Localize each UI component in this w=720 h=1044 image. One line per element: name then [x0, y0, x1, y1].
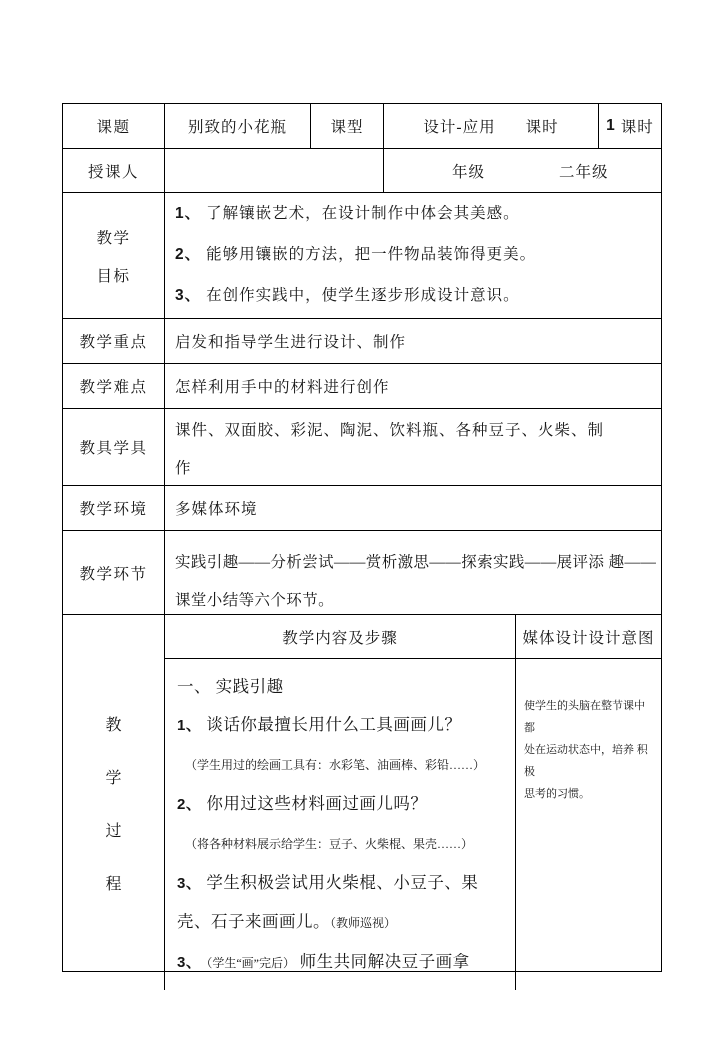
table-row — [63, 531, 661, 615]
objectives-content — [165, 193, 661, 318]
table-row — [63, 319, 661, 364]
key-point-label: 教学重点 — [63, 319, 165, 363]
period-number: 1 — [606, 117, 616, 134]
lesson-plan-table — [62, 103, 662, 972]
course-type-period-cell — [384, 104, 599, 148]
grade-cell — [384, 149, 661, 192]
objective-item: 1、 了解镶嵌艺术，在设计制作中体会其美感。 — [175, 205, 520, 222]
process-label: 教 学 过 程 — [63, 615, 165, 990]
process-line: 一、 实践引趣 — [177, 677, 284, 696]
environment-text: 多媒体环境 — [175, 501, 258, 518]
process-content-header: 教学内容及步骤 — [165, 615, 515, 659]
process-line: （学生用过的绘画工具有：水彩笔、油画棒、彩铅……） — [185, 758, 486, 772]
grade-label: 年级 — [452, 163, 486, 181]
materials-text: 课件、双面胶、彩泥、陶泥、饮料瓶、各种豆子、火柴、制作 — [175, 422, 605, 477]
objective-item: 2、 能够用镶嵌的方法，把一件物品装饰得更美。 — [175, 246, 537, 263]
period-value: 1 课时 — [606, 117, 654, 136]
difficulty-label: 教学难点 — [63, 364, 165, 408]
table-row — [63, 615, 661, 990]
key-point-text: 启发和指导学生进行设计、制作 — [175, 334, 407, 351]
process-line: （将各种材料展示给学生：豆子、火柴棍、果壳……） — [185, 837, 474, 851]
media-design-column — [516, 615, 661, 990]
process-line: 1、 谈话你最擅长用什么工具画画儿？ — [177, 715, 462, 734]
process-line: 3、 学生积极尝试用火柴棍、小豆子、果 — [177, 873, 479, 892]
table-row — [63, 364, 661, 409]
stages-label: 教学环节 — [63, 531, 165, 614]
process-content-column — [165, 615, 516, 990]
subject-value: 别致的小花瓶 — [165, 104, 311, 148]
teacher-value — [165, 149, 384, 192]
process-line: 2、 你用过这些材料画过画儿吗？ — [177, 794, 428, 813]
grade-value: 二年级 — [559, 163, 609, 181]
media-design-note: 使学生的头脑在整节课中 都 处在运动状态中，培养 积极 思考的习惯。 — [524, 700, 648, 800]
process-line: 3、 （学生“画”完后） 师生共同解决豆子画拿 — [177, 952, 470, 971]
table-row — [63, 409, 661, 486]
table-row — [63, 193, 661, 319]
materials-label: 教具学具 — [63, 409, 165, 485]
objectives-label: 教学 目标 — [63, 193, 165, 318]
teacher-label: 授课人 — [63, 149, 165, 192]
objective-item: 3、 在创作实践中，使学生逐步形成设计意识。 — [175, 287, 520, 304]
period-label: 课时 — [525, 119, 559, 136]
process-content — [165, 659, 515, 990]
course-type-value: 设计-应用 — [423, 119, 496, 136]
table-row — [63, 104, 661, 149]
media-design-header: 媒体设计设计意图 — [516, 615, 661, 659]
stages-text: 实践引趣——分析尝试——赏析激思——探索实践——展评添 趣—— 课堂小结等六个环节。 — [175, 554, 657, 609]
environment-label: 教学环境 — [63, 486, 165, 530]
table-row — [63, 149, 661, 193]
difficulty-text: 怎样利用手中的材料进行创作 — [175, 379, 390, 396]
course-type-label: 课型 — [311, 104, 384, 148]
table-row — [63, 486, 661, 531]
process-line: 壳、石子来画画儿。（教师巡视） — [177, 912, 397, 931]
subject-label: 课题 — [63, 104, 165, 148]
